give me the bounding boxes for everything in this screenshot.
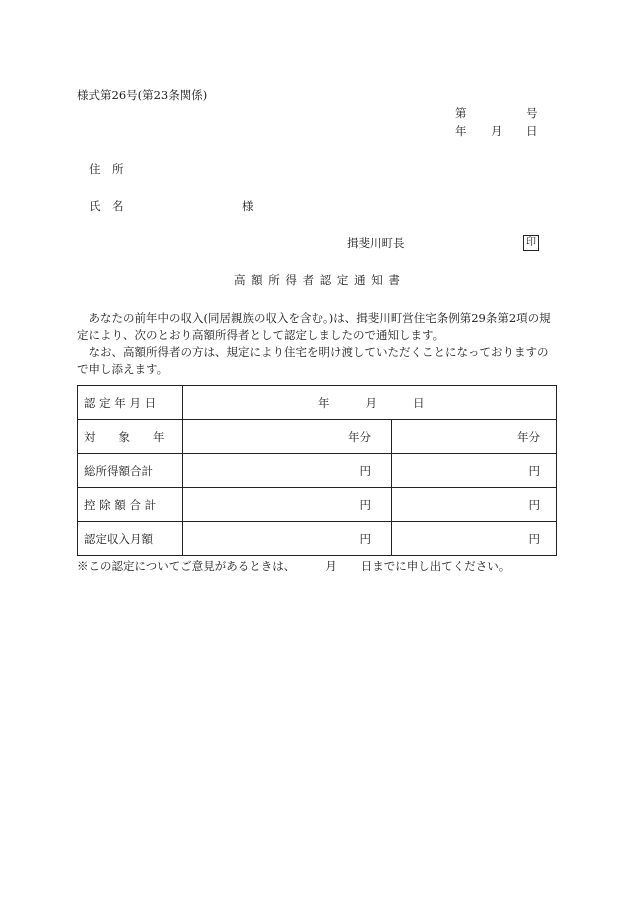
number-prefix: 第 (455, 106, 467, 120)
certification-table (77, 385, 557, 556)
footer-note (77, 559, 510, 573)
address-label: 住 所 (89, 162, 124, 176)
issuer-title: 揖斐川町長 (347, 236, 405, 250)
row-label-monthly-income: 認定収入月額 (78, 522, 183, 556)
table-row (78, 420, 557, 454)
body-paragraph-2: なお、高額所得者の方は、規定により住宅を明け渡していただくことになっておりますので申し添えます。 (77, 345, 549, 376)
table-row (78, 386, 557, 420)
form-number: 様式第26号(第23条関係) (77, 88, 208, 102)
row-label-total-deduction: 控 除 額 合 計 (78, 488, 183, 522)
row-label-total-income: 総所得額合計 (78, 454, 183, 488)
row-label-target-year: 対 象 年 (78, 420, 183, 454)
target-year-col1: 年分 (183, 420, 392, 454)
certification-date-cell (183, 386, 557, 420)
name-label: 氏 名 (89, 199, 124, 213)
total-deduction-col1: 円 (183, 488, 392, 522)
document-title: 高 額 所 得 者 認 定 通 知 書 (234, 273, 401, 287)
footer-note-suffix: 日までに申し出てください。 (360, 559, 511, 573)
body-paragraph-1: あなたの前年中の収入(同居親族の収入を含む。)は、揖斐川町営住宅条例第29条第2項の規定により、次のとおり高額所得者として認定しましたので通知します。 (77, 311, 551, 342)
date-year-label: 年 (455, 124, 467, 138)
cert-day-label: 日 (413, 395, 425, 410)
number-suffix: 号 (526, 106, 538, 120)
table-row (78, 522, 557, 556)
honorific: 様 (242, 199, 254, 213)
table-row (78, 488, 557, 522)
total-income-col1: 円 (183, 454, 392, 488)
total-deduction-col2: 円 (392, 488, 557, 522)
total-income-col2: 円 (392, 454, 557, 488)
date-day-label: 日 (526, 124, 538, 138)
cert-year-label: 年 (318, 395, 330, 410)
row-label-certification-date: 認 定 年 月 日 (78, 386, 183, 420)
monthly-income-col2: 円 (392, 522, 557, 556)
table-row (78, 454, 557, 488)
monthly-income-col1: 円 (183, 522, 392, 556)
cert-month-label: 月 (365, 395, 377, 410)
footer-note-prefix: ※この認定についてご意見があるときは、 (77, 559, 296, 573)
footer-note-month: 月 (325, 559, 337, 573)
date-month-label: 月 (491, 124, 503, 138)
seal-mark: 印 (523, 235, 539, 251)
target-year-col2: 年分 (392, 420, 557, 454)
